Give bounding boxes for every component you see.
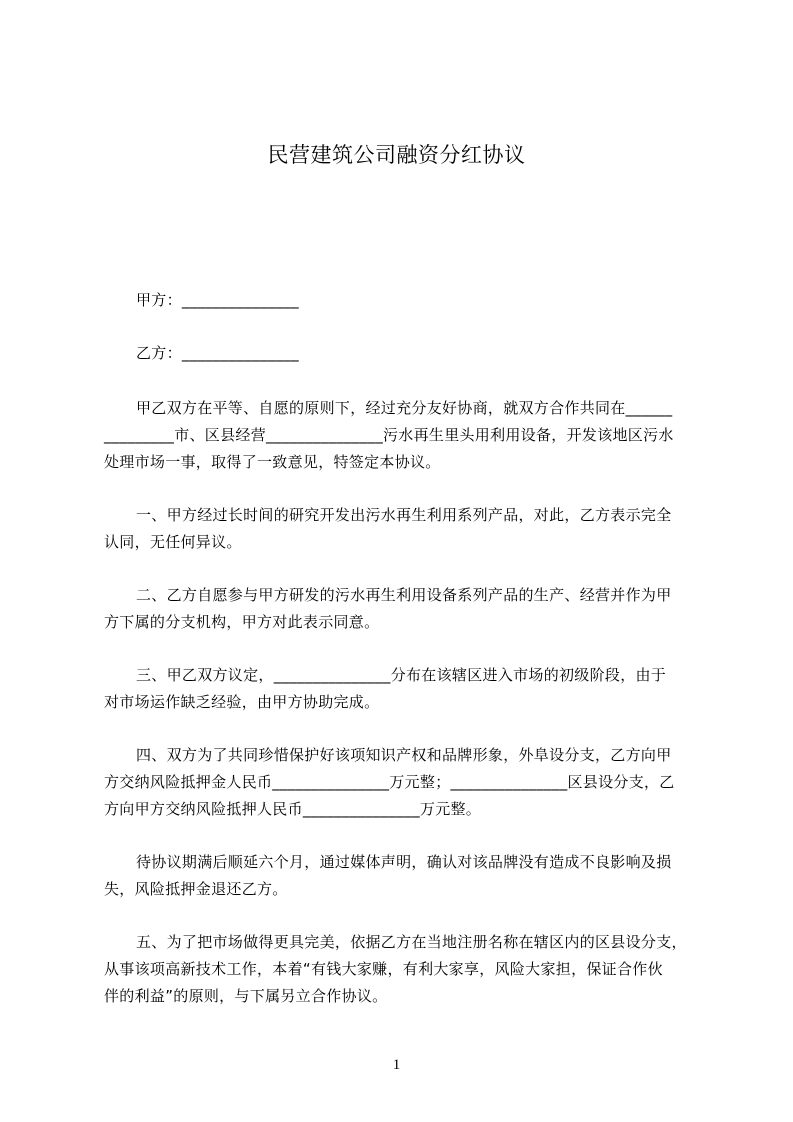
document-title: 民营建筑公司融资分红协议 (267, 143, 526, 167)
intro-line-2: _________市、区县经营_______________污水再生里头用利用设备，开发该地区污水 (104, 426, 674, 444)
page-number: 1 (392, 1057, 401, 1073)
clause-5-line-1: 五、为了把市场做得更具完美，依据乙方在当地注册名称在辖区内的区县设分支， (136, 933, 687, 951)
clause-4-line-2: 方交纳风险抵押金人民币_______________万元整；_______________区县设分支，乙 (104, 773, 675, 791)
party-b-line: 乙方：_______________ (136, 344, 299, 362)
clause-2-line-2: 方下属的分支机构，甲方对此表示同意。 (104, 613, 380, 631)
clause-1-line-2: 认同，无任何异议。 (104, 533, 242, 551)
party-a-line: 甲方：_______________ (136, 291, 299, 309)
clause-4-line-1: 四、双方为了共同珍惜保护好该项知识产权和品牌形象，外阜设分支，乙方向甲 (136, 746, 672, 764)
clause-3-line-1: 三、甲乙双方议定，_______________分布在该辖区进入市场的初级阶段，由于 (136, 666, 667, 684)
clause-5-line-3: 伴的利益”的原则，与下属另立合作协议。 (104, 987, 388, 1005)
clause-3-line-2: 对市场运作缺乏经验，由甲方协助完成。 (104, 693, 380, 711)
clause-2-line-1: 二、乙方自愿参与甲方研发的污水再生利用设备系列产品的生产、经营并作为甲 (136, 586, 672, 604)
intro-line-1: 甲乙双方在平等、自愿的原则下，经过充分友好协商，就双方合作共同在______ (136, 399, 673, 417)
clause-4-line-3: 方向甲方交纳风险抵押人民币_______________万元整。 (104, 800, 482, 818)
clause-1-line-1: 一、甲方经过长时间的研究开发出污水再生利用系列产品，对此，乙方表示完全 (136, 506, 672, 524)
intro-line-3: 处理市场一事，取得了一致意见，特签定本协议。 (104, 453, 441, 471)
clause-4-note-line-2: 失，风险抵押金退还乙方。 (104, 880, 288, 898)
clause-5-line-2: 从事该项高新技术工作，本着“有钱大家赚，有利大家享，风险大家担，保证合作伙 (104, 960, 663, 978)
clause-4-note-line-1: 待协议期满后顺延六个月，通过媒体声明，确认对该品牌没有造成不良影响及损 (136, 853, 672, 871)
